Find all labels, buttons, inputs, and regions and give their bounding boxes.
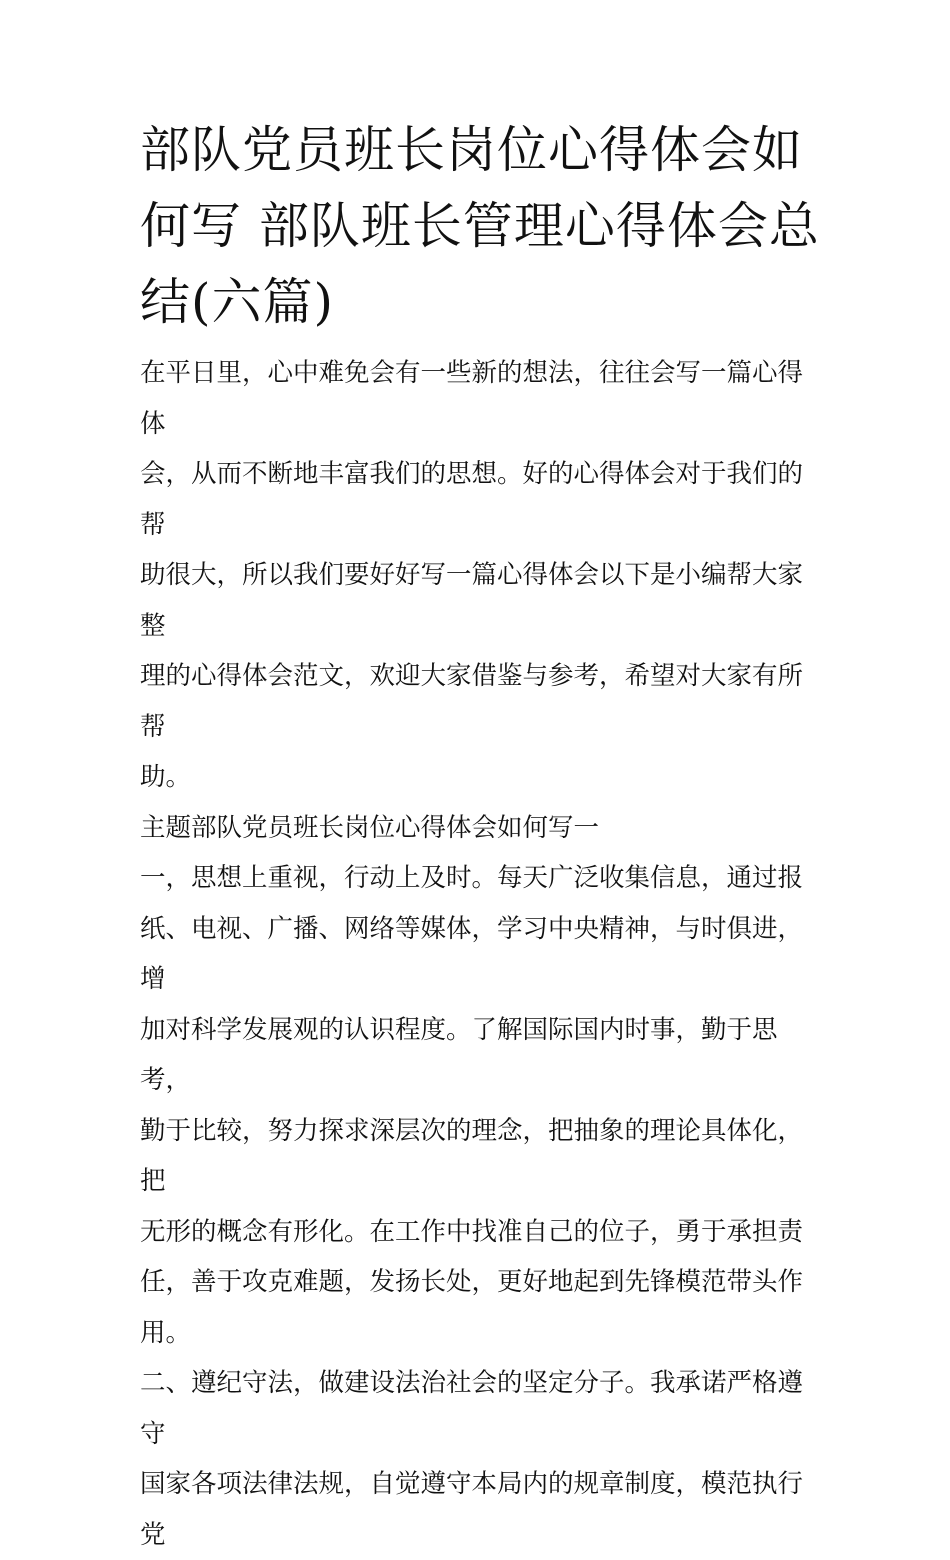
text-line: 在平日里，心中难免会有一些新的想法，往往会写一篇心得体 [140,358,804,439]
text-line: 二、遵纪守法，做建设法治社会的坚定分子。我承诺严格遵守 [140,1368,804,1449]
point-one-paragraph [140,853,820,1358]
text-line: 任，善于攻克难题，发扬长处，更好地起到先锋模范带头作 [140,1267,804,1297]
text-line: 国家各项法律法规，自觉遵守本局内的规章制度，模范执行党 [140,1469,804,1550]
text-line: 助很大，所以我们要好好写一篇心得体会以下是小编帮大家整 [140,560,804,641]
section-heading [140,803,820,854]
intro-paragraph [140,348,820,803]
document-content [140,112,820,1560]
document-title [140,112,820,340]
text-line: 纸、电视、广播、网络等媒体，学习中央精神，与时俱进，增 [140,913,804,994]
text-line: 用。 [140,1317,192,1348]
text-line: 勤于比较，努力探求深层次的理念，把抽象的理论具体化，把 [140,1115,804,1196]
text-line: 助。 [140,762,192,792]
text-line: 一，思想上重视，行动上及时。每天广泛收集信息，通过报 [140,863,804,893]
text-line: 主题部队党员班长岗位心得体会如何写一 [140,812,600,843]
text-line: 无形的概念有形化。在工作中找准自己的位子，勇于承担责 [140,1216,804,1247]
title-line: 结(六篇) [140,273,335,331]
title-line: 部队党员班长岗位心得体会如 [140,121,803,179]
text-line: 理的心得体会范文，欢迎大家借鉴与参考，希望对大家有所帮 [140,661,804,742]
text-line: 加对科学发展观的认识程度。了解国际国内时事，勤于思考， [140,1014,778,1095]
point-two-paragraph [140,1358,820,1560]
text-line: 会，从而不断地丰富我们的思想。好的心得体会对于我们的帮 [140,459,804,540]
title-line: 何写 部队班长管理心得体会总 [140,197,820,255]
